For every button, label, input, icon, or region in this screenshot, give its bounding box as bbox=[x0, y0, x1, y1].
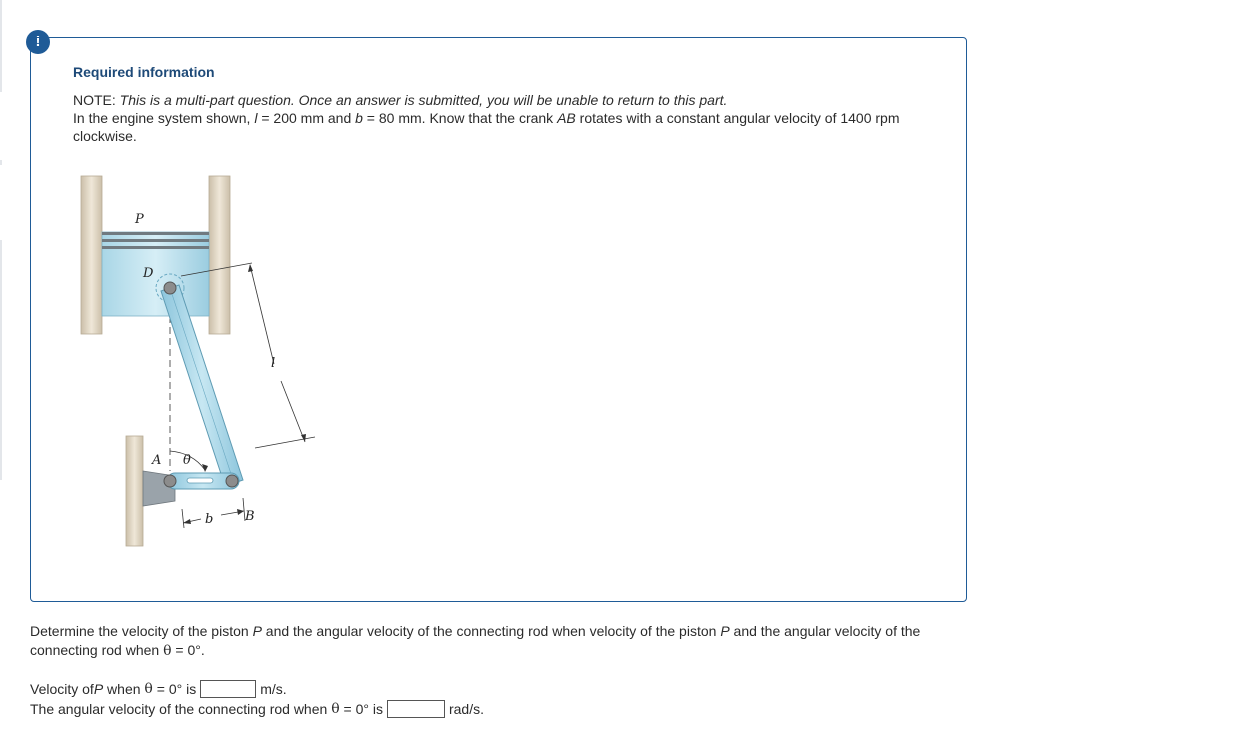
crank-support bbox=[126, 436, 143, 546]
engine-diagram bbox=[75, 171, 325, 551]
crank-slot bbox=[187, 478, 213, 483]
unit-label: rad/s. bbox=[448, 701, 484, 717]
arrow-head bbox=[301, 434, 306, 442]
angular-velocity-input[interactable] bbox=[387, 700, 445, 718]
extension-line bbox=[182, 509, 184, 528]
label-l: l bbox=[271, 356, 276, 371]
question-text bbox=[30, 622, 950, 661]
crank-pin-b bbox=[226, 475, 238, 487]
unit-label: m/s. bbox=[260, 681, 287, 697]
question-part: Determine the velocity of the piston bbox=[30, 623, 253, 639]
label-p: P bbox=[135, 212, 144, 227]
cylinder-wall-right bbox=[209, 176, 230, 334]
arrow-head bbox=[248, 264, 253, 272]
answer-row-angular-velocity bbox=[30, 699, 484, 719]
left-divider bbox=[0, 240, 2, 480]
answer-label: The angular velocity of the connecting rod when bbox=[30, 701, 332, 717]
question-part: and the angular velocity of the connecting rod when velocity of the piston bbox=[261, 623, 721, 639]
arrow-head bbox=[202, 464, 208, 472]
cylinder-wall-left bbox=[81, 176, 102, 334]
label-theta: θ bbox=[183, 453, 191, 468]
question-part: and the angular velocity of the connecting rod when bbox=[30, 623, 921, 658]
answer-label: when bbox=[103, 681, 145, 697]
problem-statement bbox=[73, 91, 933, 145]
var-theta: θ bbox=[144, 681, 153, 697]
var-p: P bbox=[720, 623, 730, 639]
desc-text: In the engine system shown, bbox=[73, 110, 255, 126]
var-p: P bbox=[252, 623, 262, 639]
answer-label: Velocity of bbox=[30, 681, 94, 697]
var-theta: θ bbox=[163, 643, 172, 659]
dimension-line-l bbox=[250, 265, 274, 364]
left-divider bbox=[0, 160, 2, 165]
desc-text: = 200 mm and bbox=[257, 110, 356, 126]
required-info-heading: Required information bbox=[73, 64, 215, 80]
note-label: NOTE: bbox=[73, 92, 120, 108]
var-b: b bbox=[355, 110, 363, 126]
required-info-box bbox=[30, 37, 967, 602]
var-p: P bbox=[93, 681, 104, 697]
alert-icon: ! bbox=[26, 30, 50, 54]
note-text: This is a multi-part question. Once an answer is submitted, you will be unable to return to this part. bbox=[119, 92, 728, 108]
label-b-dimension: b bbox=[205, 512, 214, 527]
var-theta: θ bbox=[331, 701, 340, 717]
piston-ring bbox=[102, 232, 209, 235]
crank-pin-a bbox=[164, 475, 176, 487]
answer-label: = 0° is bbox=[339, 701, 383, 717]
wrist-pin-d bbox=[164, 282, 176, 294]
left-divider bbox=[0, 0, 2, 92]
question-part: = 0°. bbox=[171, 642, 205, 658]
label-a: A bbox=[152, 453, 162, 468]
var-l: l bbox=[254, 110, 258, 126]
velocity-input[interactable] bbox=[200, 680, 256, 698]
arrow-head bbox=[237, 509, 244, 515]
piston-ring bbox=[102, 246, 209, 249]
piston-ring bbox=[102, 239, 209, 242]
answer-row-velocity bbox=[30, 679, 484, 699]
label-d: D bbox=[143, 266, 154, 281]
var-ab: AB bbox=[557, 110, 576, 126]
answer-area bbox=[30, 679, 484, 719]
answer-label: = 0° is bbox=[152, 681, 197, 697]
label-b-point: B bbox=[245, 509, 255, 524]
desc-text: = 80 mm. Know that the crank bbox=[362, 110, 558, 126]
extension-line bbox=[255, 437, 315, 448]
desc-text: rotates with a constant angular velocity of 1400 rpm clockwise. bbox=[73, 110, 900, 144]
arrow-head bbox=[183, 519, 191, 524]
dimension-line-l bbox=[281, 381, 305, 442]
